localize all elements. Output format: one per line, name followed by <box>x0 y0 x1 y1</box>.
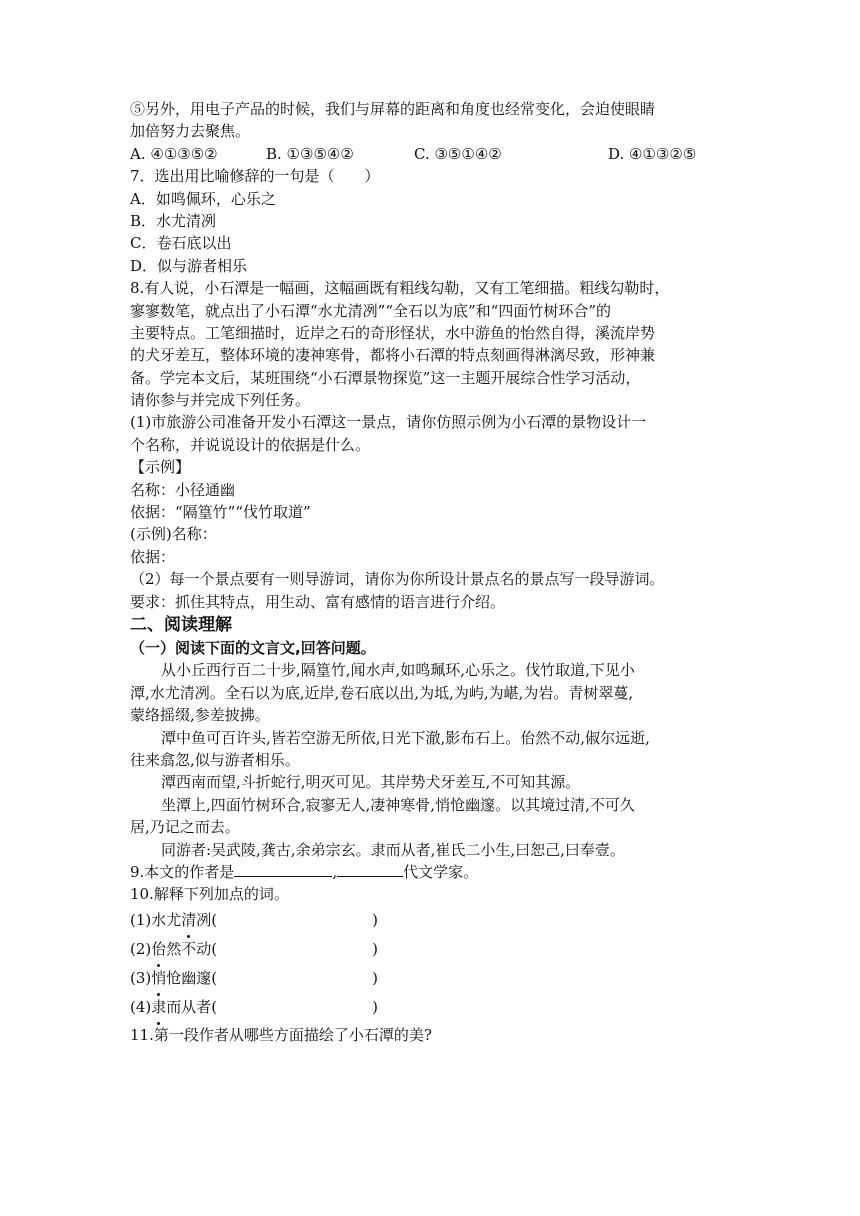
passage-line: 往来翕忽,似与游者相乐。 <box>130 750 300 769</box>
dotted-word: 隶 <box>151 993 166 1022</box>
q7-stem: 7．选出用比喻修辞的一句是（ ） <box>130 167 380 186</box>
passage-line: 潭西南而望,斗折蛇行,明灭可见。其岸势犬牙差互,不可知其源。 <box>161 773 581 792</box>
q6-option-a: A. ④①③⑤② <box>130 144 218 163</box>
q6-option-b: B. ①③⑤④② <box>266 144 354 163</box>
q8-line: 8.有人说，小石潭是一幅画，这幅画既有粗线勾勒，又有工笔细描。粗线勾勒时， <box>130 279 670 298</box>
q9-suffix: 代文学家。 <box>403 862 479 881</box>
q8-line: 备。学完本文后，某班围绕“小石潭景物探览”这一主题开展综合性学习活动， <box>130 368 641 387</box>
passage-line: 坐潭上,四面竹树环合,寂寥无人,凄神寒骨,悄怆幽邃。以其境过清,不可久 <box>161 795 635 814</box>
section-heading: 二、阅读理解 <box>130 614 232 635</box>
q8-task1-line: 个名称，并说说设计的依据是什么。 <box>130 435 371 454</box>
q8-answer-name: (示例)名称： <box>130 525 217 544</box>
q9-separator: , <box>332 862 338 881</box>
q10-item-2: (2)佁然不动( ) <box>130 935 730 964</box>
q8-example-name: 名称：小径通幽 <box>130 480 236 499</box>
q6-option-d: D. ④①③②⑤ <box>608 144 697 163</box>
q6-option-c: C. ③⑤①④② <box>414 144 502 163</box>
document-page <box>130 98 730 1046</box>
q8-task1-line: (1)市旅游公司准备开发小石潭这一景点，请你仿照示例为小石潭的景物设计一 <box>130 413 647 432</box>
passage-line: 居,乃记之而去。 <box>130 818 240 837</box>
dotted-word: 佁 <box>151 935 166 964</box>
q8-task2-line: （2）每一个景点要有一则导游词，请你为你所设计景点名的景点写一段导游词。 <box>130 570 665 589</box>
q9-dynasty-blank[interactable] <box>337 862 403 877</box>
q8-line: 寥寥数笔，就点出了小石潭“水尤清冽”“全石以为底”和“四面竹树环合”的 <box>130 301 612 320</box>
q8-example-label: 【示例】 <box>130 458 191 477</box>
q8-line: 主要特点。工笔细描时，近岸之石的奇形怪状，水中游鱼的怡然自得，溪流岸势 <box>130 323 656 342</box>
q9-prefix: 9.本文的作者是 <box>130 862 235 881</box>
q9-line <box>130 861 730 883</box>
q11-stem: 11.第一段作者从哪些方面描绘了小石潭的美? <box>130 1025 432 1044</box>
passage-line: 蒙络摇缀,参差披拂。 <box>130 706 270 725</box>
q8-line: 请你参与并完成下列任务。 <box>130 391 311 410</box>
passage-line: 同游者:吴武陵,龚古,余弟宗玄。隶而从者,崔氏二小生,曰恕己,曰奉壹。 <box>161 840 625 859</box>
passage-line: 潭,水尤清冽。全石以为底,近岸,卷石底以出,为坻,为屿,为嵁,为岩。青树翠蔓, <box>130 683 634 702</box>
q8-line: 的犬牙差互，整体环境的凄神寒骨，都将小石潭的特点刻画得淋漓尽致，形神兼 <box>130 346 656 365</box>
q7-option-c: C．卷石底以出 <box>130 234 232 253</box>
q8-example-basis: 依据：“隔篁竹”“伐竹取道” <box>130 503 311 522</box>
dotted-word: 清 <box>181 906 196 935</box>
q8-task2-line: 要求：抓住其特点，用生动、富有感情的语言进行介绍。 <box>130 592 506 611</box>
passage-line: 从小丘西行百二十步,隔篁竹,闻水声,如鸣珮环,心乐之。伐竹取道,下见小 <box>161 661 635 680</box>
q9-author-blank[interactable] <box>234 862 332 877</box>
q10-item-3: (3)悄怆幽邃( ) <box>130 964 730 993</box>
q10-item-1: (1)水尤清冽( ) <box>130 906 730 935</box>
q7-option-a: A．如鸣佩环，心乐之 <box>130 189 276 208</box>
q7-option-b: B．水尤清冽 <box>130 211 217 230</box>
q7-option-d: D．似与游者相乐 <box>130 256 248 275</box>
q6-text-line-2: 加倍努力去聚焦。 <box>130 122 251 141</box>
dotted-word: 悄 <box>151 964 166 993</box>
q6-text-line-1: ⑤另外，用电子产品的时候，我们与屏幕的距离和角度也经常变化，会迫使眼睛 <box>130 100 656 118</box>
q6-options <box>130 143 730 165</box>
q8-answer-basis: 依据： <box>130 547 176 566</box>
passage-line: 潭中鱼可百许头,皆若空游无所依,日光下澈,影布石上。佁然不动,俶尔远逝, <box>161 728 650 747</box>
q10-item-4: (4)隶而从者( ) <box>130 993 730 1022</box>
section-subheading: （一）阅读下面的文言文,回答问题。 <box>130 638 376 657</box>
q10-stem: 10.解释下列加点的词。 <box>130 885 289 904</box>
